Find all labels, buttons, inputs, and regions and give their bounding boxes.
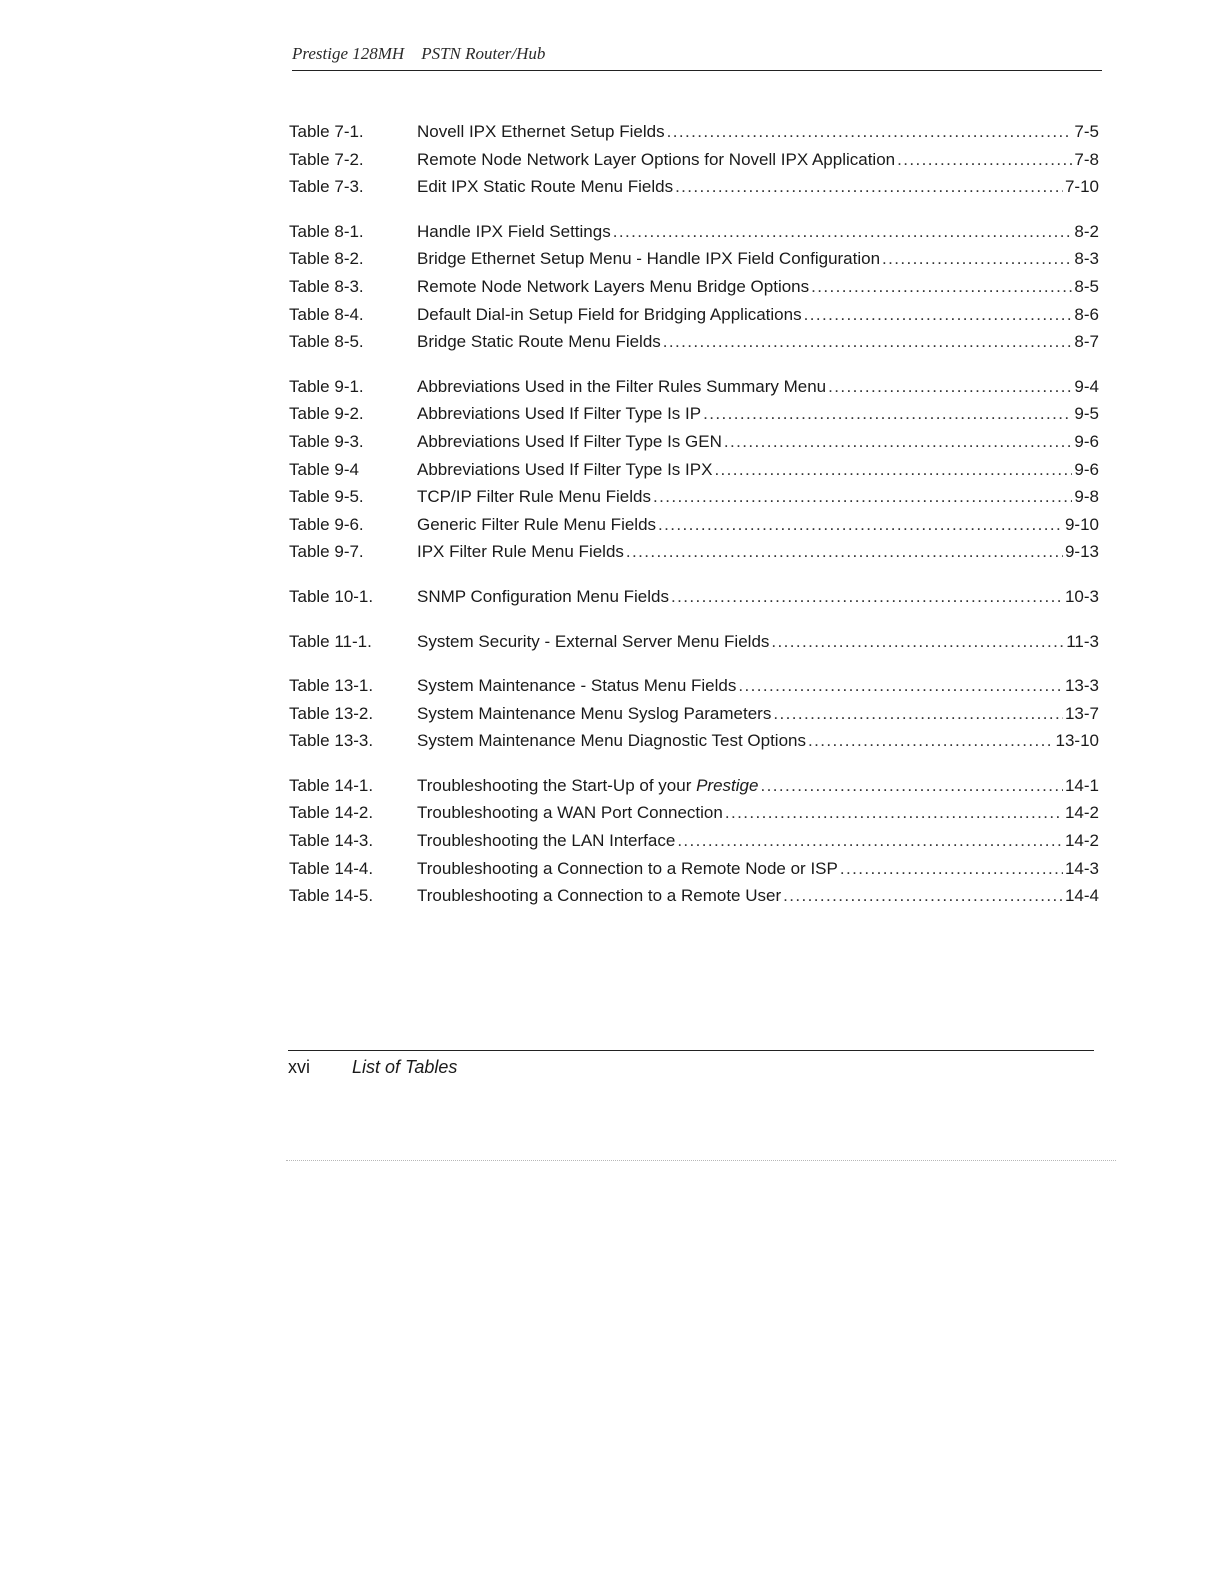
table-number: Table 7-3. [289,177,364,197]
table-number: Table 8-5. [289,332,364,352]
table-title [417,373,826,401]
table-title [417,538,624,566]
dot-leader [760,772,1063,800]
toc-entry[interactable] [289,772,1099,800]
page-reference: 7-5 [1074,122,1099,141]
table-title-text: Troubleshooting a WAN Port Connection [417,803,723,823]
table-number: Table 9-3. [289,431,364,451]
table-title [417,245,880,273]
table-title [417,672,736,700]
dot-leader [804,301,1073,329]
toc-entry[interactable] [289,483,1099,511]
page-reference: 9-10 [1064,514,1099,534]
dot-leader [677,827,1063,855]
page-reference: 10-3 [1064,586,1099,606]
toc-entry[interactable] [289,672,1099,700]
header-title: Prestige 128MH PSTN Router/Hub [292,44,546,63]
table-number: Table 14-2. [289,803,374,823]
table-title-line [417,672,1099,700]
page-reference: 14-1 [1064,775,1099,795]
table-title-line [417,245,1099,273]
table-title-line [417,727,1099,755]
table-title-line [417,827,1099,855]
table-title-text: Abbreviations Used If Filter Type Is GEN [417,431,722,451]
toc-entry[interactable] [289,428,1099,456]
table-title-line [417,400,1099,428]
toc-entry[interactable] [289,700,1099,728]
table-title-line [417,700,1099,728]
dot-leader [703,400,1072,428]
page-reference: 13-10 [1055,731,1099,751]
table-title [417,173,673,201]
table-number: Table 8-2. [289,249,364,269]
table-title-text: Troubleshooting a Connection to a Remote Node or ISP [417,858,838,878]
table-title-line [417,456,1099,484]
page-reference: 14-2 [1064,803,1099,823]
page-reference: 9-6 [1074,459,1099,479]
dot-leader [613,218,1073,246]
dot-leader [675,173,1063,201]
page-reference: 14-4 [1064,886,1099,906]
toc-entry[interactable] [289,583,1099,611]
table-title-text: System Maintenance Menu Syslog Parameters [417,703,772,723]
table-title-line [417,328,1099,356]
toc-entry[interactable] [289,538,1099,566]
page-reference: 9-5 [1074,404,1099,424]
toc-entry[interactable] [289,373,1099,401]
table-title-text: TCP/IP Filter Rule Menu Fields [417,487,651,507]
table-title [417,827,675,855]
toc-group [289,373,1099,566]
table-title-line [417,273,1099,301]
table-number: Table 14-1. [289,775,374,795]
footer-page-number: xvi [288,1057,310,1077]
toc-entry[interactable] [289,799,1099,827]
page-reference: 13-3 [1064,676,1099,696]
table-title-line [417,218,1099,246]
page-reference: 7-8 [1074,149,1099,169]
dot-leader [773,700,1063,728]
page-reference: 9-6 [1074,431,1099,451]
table-title-line [417,146,1099,174]
toc-entry[interactable] [289,245,1099,273]
table-title [417,146,895,174]
footer-section-title: List of Tables [352,1057,458,1077]
table-title-text: System Security - External Server Menu Fields [417,631,770,651]
toc-entry[interactable] [289,400,1099,428]
table-title-text: Abbreviations Used If Filter Type Is IPX [417,459,713,479]
table-title-text: IPX Filter Rule Menu Fields [417,542,624,562]
dot-leader [840,855,1063,883]
table-title-text: Generic Filter Rule Menu Fields [417,514,657,534]
table-title [417,328,661,356]
table-title-text: Handle IPX Field Settings [417,221,611,241]
dot-leader [828,373,1072,401]
dot-leader [671,583,1063,611]
toc-group [289,672,1099,755]
dot-leader [771,628,1064,656]
dot-leader [738,672,1063,700]
dot-leader [811,273,1072,301]
table-title [417,301,802,329]
table-title-line [417,373,1099,401]
table-title-text: Novell IPX Ethernet Setup Fields [417,122,665,141]
dot-leader [882,245,1072,273]
toc-group [289,118,1099,201]
dot-leader [653,483,1072,511]
table-title-text: Abbreviations Used If Filter Type Is IP [417,404,702,424]
table-title-text: Remote Node Network Layer Options for Novell IPX Application [417,149,896,169]
dot-leader [783,882,1063,910]
table-title [417,700,771,728]
toc-entry[interactable] [289,118,1099,146]
toc-entry[interactable] [289,456,1099,484]
page-reference: 9-8 [1074,487,1099,507]
page-footer [288,1050,1094,1077]
table-title-text: Remote Node Network Layers Menu Bridge Options [417,276,810,296]
toc-entry[interactable] [289,273,1099,301]
table-title [417,799,723,827]
table-title-line [417,772,1099,800]
dot-leader [714,456,1072,484]
table-title-text: Edit IPX Static Route Menu Fields [417,177,674,197]
toc-entry[interactable] [289,328,1099,356]
page-reference: 8-7 [1074,332,1099,352]
table-title [417,583,669,611]
table-number: Table 13-2. [289,703,374,723]
table-number: Table 9-2. [289,404,364,424]
table-number: Table 7-1. [289,122,364,141]
table-title [417,456,712,484]
dot-leader [724,428,1073,456]
table-number: Table 8-3. [289,276,364,296]
table-title-line [417,583,1099,611]
toc-entry[interactable] [289,146,1099,174]
table-number: Table 14-3. [289,831,374,851]
table-title [417,727,806,755]
dot-leader [667,118,1073,146]
table-title-line [417,483,1099,511]
page-reference: 9-4 [1074,376,1099,396]
table-number: Table 14-5. [289,886,374,906]
toc-group [289,218,1099,356]
list-of-tables [289,118,1099,927]
toc-group [289,583,1099,611]
toc-entry[interactable] [289,511,1099,539]
dot-leader [663,328,1073,356]
page-header [292,42,1102,71]
table-title-text: SNMP Configuration Menu Fields [417,586,669,606]
table-number: Table 13-1. [289,676,374,696]
page-reference: 8-6 [1074,304,1099,324]
toc-entry[interactable] [289,727,1099,755]
table-title-text: Bridge Ethernet Setup Menu - Handle IPX Field Configuration [417,249,881,269]
table-number: Table 8-4. [289,304,364,324]
table-number: Table 10-1. [289,586,374,606]
table-title [417,273,809,301]
table-title-line [417,799,1099,827]
table-number: Table 9-6. [289,514,364,534]
toc-entry[interactable] [289,628,1099,656]
table-title-line [417,538,1099,566]
table-number: Table 9-4 [289,459,359,479]
toc-group [289,628,1099,656]
table-title-line [417,511,1099,539]
table-number: Table 11-1. [289,631,372,651]
page-reference: 8-5 [1074,276,1099,296]
table-title-line [417,173,1099,201]
page-reference: 14-2 [1064,831,1099,851]
table-title [417,400,701,428]
table-title-text: Troubleshooting a Connection to a Remote User [417,886,782,906]
page-reference: 8-2 [1074,221,1099,241]
table-number: Table 8-1. [289,221,364,241]
page-reference: 14-3 [1064,858,1099,878]
table-title-line [417,628,1099,656]
table-title-line [417,118,1099,146]
toc-entry[interactable] [289,827,1099,855]
page-reference: 9-13 [1064,542,1099,562]
table-title-text: Bridge Static Route Menu Fields [417,332,661,352]
table-title [417,855,838,883]
table-title [417,511,656,539]
toc-entry[interactable] [289,301,1099,329]
dot-leader [808,727,1054,755]
table-title [417,118,665,146]
dot-leader [658,511,1063,539]
table-title-line [417,855,1099,883]
table-title [417,882,781,910]
table-title [417,428,722,456]
table-title-text: System Maintenance - Status Menu Fields [417,676,737,696]
table-title-line [417,882,1099,910]
table-number: Table 7-2. [289,149,364,169]
table-title [417,218,611,246]
table-title-text: Troubleshooting the LAN Interface [417,831,676,851]
page-reference: 13-7 [1064,703,1099,723]
table-title-line [417,301,1099,329]
dot-leader [725,799,1063,827]
page-reference: 11-3 [1066,631,1099,651]
table-number: Table 9-7. [289,542,364,562]
dot-leader [626,538,1063,566]
table-number: Table 9-5. [289,487,364,507]
page-reference: 8-3 [1074,249,1099,269]
table-number: Table 13-3. [289,731,374,751]
toc-entry[interactable] [289,218,1099,246]
table-number: Table 14-4. [289,858,374,878]
table-title [417,628,769,656]
page-reference: 7-10 [1064,177,1099,197]
table-title-text: System Maintenance Menu Diagnostic Test Options [417,731,806,751]
toc-group [289,772,1099,910]
table-title-text: Troubleshooting the Start-Up of your [417,775,697,795]
table-title-italic: Prestige [696,775,759,795]
toc-entry[interactable] [289,173,1099,201]
table-title-line [417,428,1099,456]
toc-entry[interactable] [289,882,1099,910]
dot-leader [897,146,1072,174]
toc-entry[interactable] [289,855,1099,883]
table-title [417,483,651,511]
table-number: Table 9-1. [289,376,364,396]
table-title-text: Default Dial-in Setup Field for Bridging Applications [417,304,802,324]
table-title [417,772,758,800]
table-title-text: Abbreviations Used in the Filter Rules Summary Menu [417,376,827,396]
scan-artifact-dots [286,1160,1116,1163]
